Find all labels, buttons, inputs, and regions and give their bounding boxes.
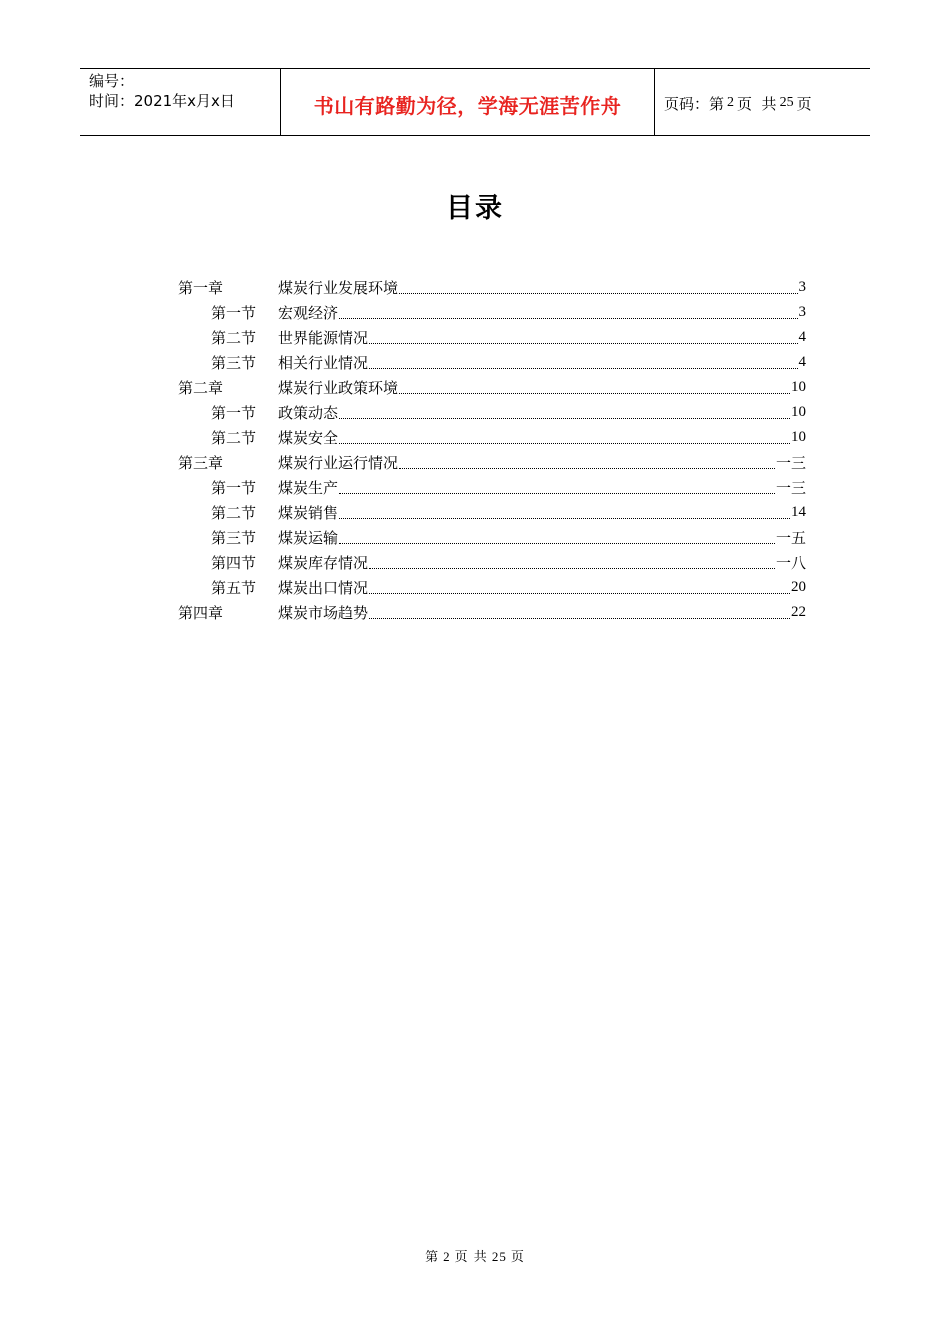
toc-entry-title: 相关行业情况 xyxy=(278,354,369,372)
toc-entry-label: 第四章 xyxy=(178,604,224,622)
toc-entry-label: 第三节 xyxy=(211,354,257,372)
toc-entry-title: 煤炭行业政策环境 xyxy=(278,379,399,397)
toc-entry-page: 一八 xyxy=(775,556,806,572)
toc-dot-leader xyxy=(369,329,797,347)
toc-entry-title: 煤炭行业发展环境 xyxy=(278,279,399,297)
page-total: 25 xyxy=(779,95,794,110)
toc-entry-page: 20 xyxy=(791,579,806,595)
toc-dot-leader xyxy=(369,554,775,572)
header-meta-cell xyxy=(80,69,281,135)
footer-mid: 页 共 xyxy=(454,1250,488,1265)
toc-entry-page: 3 xyxy=(798,304,806,320)
toc-dot-leader xyxy=(339,304,797,322)
toc-entry[interactable] xyxy=(178,300,806,325)
toc-entry-label: 第一节 xyxy=(211,304,257,322)
page-footer xyxy=(0,1246,950,1265)
toc-entry-label: 第三节 xyxy=(211,529,257,547)
toc-entry-label: 第五节 xyxy=(211,579,257,597)
toc-entry-label: 第二章 xyxy=(178,379,224,397)
toc-entry-page: 10 xyxy=(791,429,806,445)
table-of-contents xyxy=(178,275,806,625)
toc-entry[interactable] xyxy=(178,550,806,575)
footer-suffix: 页 xyxy=(510,1250,525,1265)
document-header xyxy=(80,68,870,136)
toc-entry-label: 第二节 xyxy=(211,429,257,447)
page-suffix: 页 xyxy=(796,94,812,113)
page-prefix: 页码：第 xyxy=(664,94,725,113)
motto-text: 书山有路勤为径，学海无涯苦作舟 xyxy=(313,93,622,118)
toc-entry-title: 宏观经济 xyxy=(278,304,339,322)
toc-dot-leader xyxy=(399,454,775,472)
page-mid: 页 共 xyxy=(737,94,777,113)
toc-entry[interactable] xyxy=(178,275,806,300)
toc-entry-page: 4 xyxy=(798,354,806,370)
toc-entry-title: 煤炭运输 xyxy=(278,529,339,547)
toc-dot-leader xyxy=(339,429,790,447)
toc-entry[interactable] xyxy=(178,325,806,350)
toc-entry-title: 煤炭出口情况 xyxy=(278,579,369,597)
toc-entry-title: 煤炭行业运行情况 xyxy=(278,454,399,472)
toc-entry-label: 第一节 xyxy=(211,404,257,422)
toc-entry[interactable] xyxy=(178,375,806,400)
toc-entry-title: 煤炭安全 xyxy=(278,429,339,447)
number-label: 编号： xyxy=(89,72,135,90)
footer-prefix: 第 xyxy=(425,1250,440,1265)
toc-entry-page: 10 xyxy=(791,379,806,395)
toc-dot-leader xyxy=(399,279,797,297)
header-page-cell xyxy=(655,69,870,135)
toc-entry[interactable] xyxy=(178,575,806,600)
toc-entry[interactable] xyxy=(178,475,806,500)
toc-entry-label: 第一章 xyxy=(178,279,224,297)
footer-current: 2 xyxy=(443,1249,451,1264)
toc-entry-title: 煤炭市场趋势 xyxy=(278,604,369,622)
toc-dot-leader xyxy=(339,404,790,422)
toc-entry-page: 22 xyxy=(791,604,806,620)
toc-dot-leader xyxy=(369,604,790,622)
toc-entry-title: 世界能源情况 xyxy=(278,329,369,347)
toc-entry-page: 一三 xyxy=(775,481,806,497)
toc-entry-title: 煤炭生产 xyxy=(278,479,339,497)
toc-dot-leader xyxy=(399,379,790,397)
toc-dot-leader xyxy=(369,354,797,372)
toc-entry[interactable] xyxy=(178,525,806,550)
toc-entry[interactable] xyxy=(178,450,806,475)
toc-entry-title: 煤炭库存情况 xyxy=(278,554,369,572)
toc-entry[interactable] xyxy=(178,350,806,375)
toc-entry-page: 4 xyxy=(798,329,806,345)
footer-total: 25 xyxy=(491,1249,507,1264)
toc-entry-page: 一五 xyxy=(775,531,806,547)
time-label: 时间：2021年x月x日 xyxy=(89,92,235,110)
header-motto-cell xyxy=(281,69,655,135)
toc-entry-page: 3 xyxy=(798,279,806,295)
toc-entry[interactable] xyxy=(178,425,806,450)
toc-entry-title: 煤炭销售 xyxy=(278,504,339,522)
toc-entry-label: 第三章 xyxy=(178,454,224,472)
toc-dot-leader xyxy=(339,479,775,497)
toc-dot-leader xyxy=(339,529,775,547)
toc-entry-page: 一三 xyxy=(775,456,806,472)
toc-entry[interactable] xyxy=(178,600,806,625)
toc-dot-leader xyxy=(339,504,790,522)
toc-entry-title: 政策动态 xyxy=(278,404,339,422)
toc-entry-label: 第二节 xyxy=(211,329,257,347)
toc-dot-leader xyxy=(369,579,790,597)
toc-entry-label: 第二节 xyxy=(211,504,257,522)
toc-entry[interactable] xyxy=(178,400,806,425)
toc-entry-label: 第一节 xyxy=(211,479,257,497)
page-current: 2 xyxy=(727,95,735,110)
toc-entry-label: 第四节 xyxy=(211,554,257,572)
page-title: 目录 xyxy=(446,193,504,224)
toc-entry-page: 14 xyxy=(791,504,806,520)
toc-entry[interactable] xyxy=(178,500,806,525)
toc-entry-page: 10 xyxy=(791,404,806,420)
